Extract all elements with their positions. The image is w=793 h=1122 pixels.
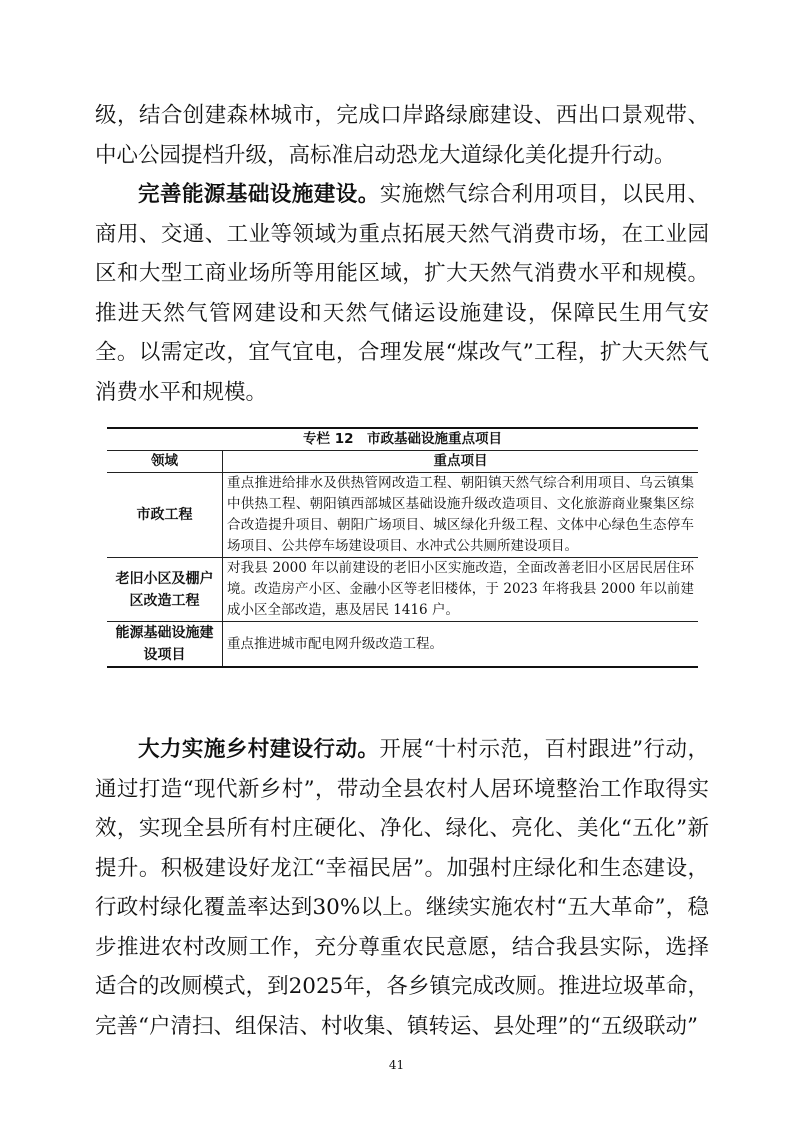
table-header-row [107,451,698,473]
row-items: 对我县 2000 年以前建设的老旧小区实施改造，全面改善老旧小区居民居住环境。改造房产小区、金融小区等老旧楼体，于 2023 年将我县 2000 年以前建成小区全部改造，惠及居民 1416 户。 [223,558,699,622]
table-row [107,473,698,558]
header-field: 领域 [107,451,223,473]
table-caption-row [107,428,698,451]
table-row [107,622,698,668]
paragraph-lead-energy: 完善能源基础设施建设。 [138,182,380,207]
paragraph-energy [95,175,709,412]
header-items: 重点项目 [223,451,699,473]
row-field: 市政工程 [107,473,223,558]
paragraph-body-energy: 实施燃气综合利用项目，以民用、商用、交通、工业等领域为重点拓展天然气消费市场，在工业园区和大型工商业场所等用能区域，扩大天然气消费水平和规模。推进天然气管网建设和天然气储运设施建设，保障民生用气安全。以需定改，宜气宜电，合理发展“煤改气”工程，扩大天然气消费水平和规模。 [95,182,709,405]
paragraph-body-rural: 开展“十村示范，百村跟进”行动，通过打造“现代新乡村”，带动全县农村人居环境整治工作取得实效，实现全县所有村庄硬化、净化、绿化、亮化、美化“五化”新提升。积极建设好龙江“幸福民居”。加强村庄绿化和生态建设，行政村绿化覆盖率达到30%以上。继续实施农村“五大革命”，稳步推进农村改厕工作，充分尊重农民意愿，结合我县实际，选择适合的改厕模式，到2025年，各乡镇完成改厕。推进垃圾革命，完善“户清扫、组保洁、村收集、镇转运、县处理”的“五级联动” [95,737,709,1039]
municipal-projects-table [107,427,698,668]
row-items: 重点推进给排水及供热管网改造工程、朝阳镇天然气综合利用项目、乌云镇集中供热工程、朝阳镇西部城区基础设施升级改造项目、文化旅游商业聚集区综合改造提升项目、朝阳广场项目、城区绿化升级工程、文体中心绿色生态停车场项目、公共停车场建设项目、水冲式公共厕所建设项目。 [223,473,699,558]
row-items: 重点推进城市配电网升级改造工程。 [223,622,699,668]
paragraph-continued: 级，结合创建森林城市，完成口岸路绿廊建设、西出口景观带、中心公园提档升级，高标准启动恐龙大道绿化美化提升行动。 [95,103,709,168]
row-field: 老旧小区及棚户区改造工程 [107,558,223,622]
row-field: 能源基础设施建设项目 [107,622,223,668]
paragraph-rural [95,730,709,1046]
page-number: 41 [388,1058,405,1072]
table-caption: 专栏 12 市政基础设施重点项目 [107,428,698,451]
table-row [107,558,698,622]
paragraph-lead-rural: 大力实施乡村建设行动。 [138,737,380,762]
